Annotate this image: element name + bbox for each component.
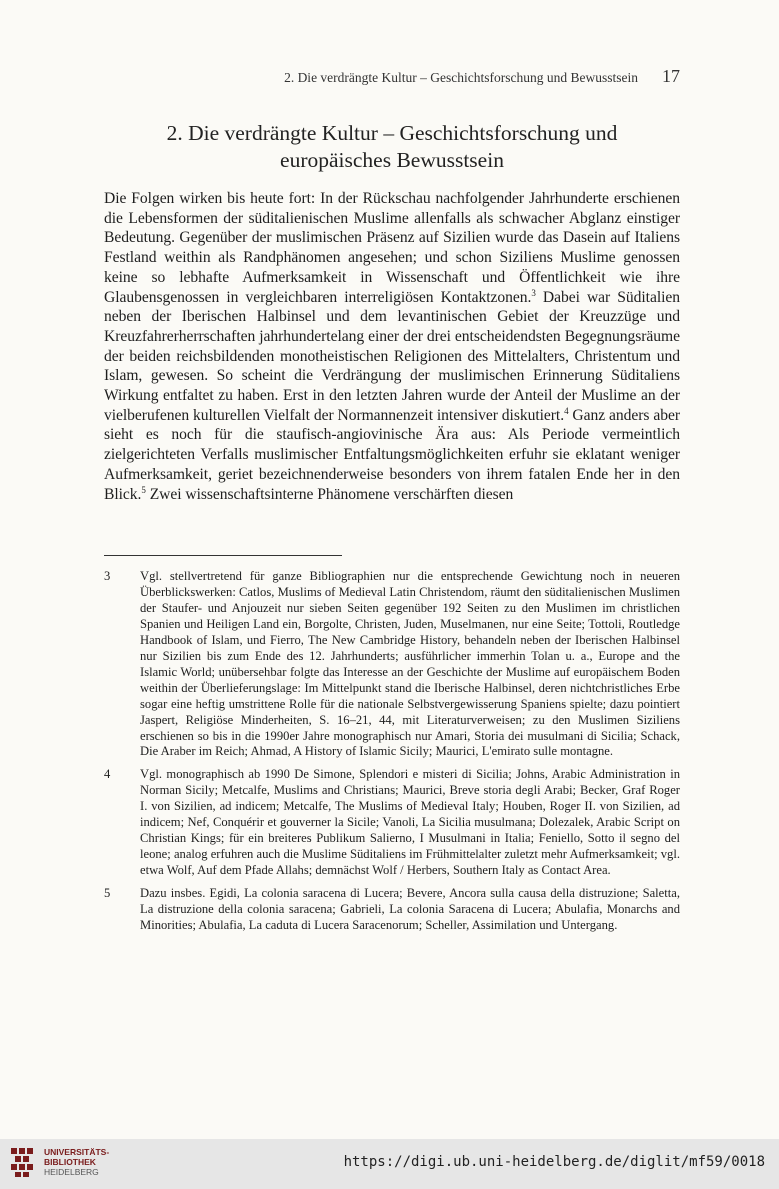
footnote-separator [104,555,342,556]
library-name-line-3: HEIDELBERG [44,1167,99,1177]
library-seal-icon [10,1146,40,1178]
footnote-5 [104,886,680,934]
body-text-segment-3: Ganz anders aber sieht es noch für die staufisch-angiovinische Ära aus: Als Periode vermeintlich zielgerichteten Verfalls muslimischer Entfaltungsmöglichkeiten erfuhr sie eklatant weniger Aufmerksamkeit, geriet bezeichnenderweise besonders von ihrem fatalen Ende her in den Blick. [104,406,680,503]
library-name [44,1147,109,1177]
footnote-text: Vgl. monographisch ab 1990 De Simone, Splendori e misteri di Sicilia; Johns, Arabic Administration in Norman Sicily; Metcalfe, Muslims and Christians; Maurici, Breve storia degli Arabi; Becker, Graf Roger I. von Sizilien, ad indicem; Metcalfe, The Muslims of Medieval Italy; Houben, Roger II. von Sizilien, ad indicem; Nef, Conquérir et gouverner la Sicile; Vanoli, La Sicilia musulmana; Dolezalek, Arabic Script on Christian Kings; für ein breiteres Publikum Salierno, I Musulmani in Italia; Feniello, Sotto il segno del leone; analog erfuhren auch die Muslime Süditaliens im Frühmittelalter zuletzt mehr Aufmerksamkeit; vgl. etwa Wolf, Auf dem Pfade Allahs; demnächst Wolf / Herbers, Southern Italy as Contact Area. [140,767,680,878]
page-number: 17 [662,66,680,86]
footnote-text: Vgl. stellvertretend für ganze Bibliographien nur die entsprechende Gewichtung noch in neueren Überblickswerken: Catlos, Muslims of Medieval Latin Christendom, räumt den süditalienischen Muslimen der Staufer- und Anjouzeit nur sieben Seiten gegenüber 192 Seiten zu den Muslimen im christlichen Spanien und Heiligen Land ein, Borgolte, Christen, Juden, Muselmanen, nur eine Seite; Tottoli, Routledge Handbook of Islam, und Fierro, The New Cambridge History, behandeln neben der Iberischen Halbinsel nur Sizilien bis zum Ende des 12. Jahrhunderts; ausführlicher immerhin Tolan u. a., Europe and the Islamic World; unübersehbar folgte das Interesse an der Geschichte der Muslime auf europäischem Boden weithin der Überlieferungslage: Im Mittelpunkt stand die Iberische Halbinsel, deren nichtchristliches Erbe sogar eine heftig umstrittene Rolle für die nationale Selbstvergewisserung Spaniens spielte; dazu pointiert Jaspert, Religiöse Minderheiten, S. 16–21, 44, mit Literaturverweisen; zu den Muslimen Siziliens erschienen so bis in die 1990er Jahre monographisch nur Amari, Storia dei musulmani di Sicilia; Schack, Die Araber im Reich; Ahmad, A History of Islamic Sicily; Maurici, L'emirato sulle montagne. [140,569,680,759]
body-text-segment-4: Zwei wissenschaftsinterne Phänomene verschärften diesen [145,485,514,503]
footnote-ref-4[interactable]: 4 [564,405,569,416]
library-footer [0,1139,779,1189]
footnote-number: 3 [104,569,111,583]
body-text-segment-1: Die Folgen wirken bis heute fort: In der Rückschau nachfolgender Jahrhunderte erschienen die Lebensformen der süditalienischen Muslime allenfalls als schwacher Abglanz einstiger Bedeutung. Gegenüber der muslimischen Präsenz auf Sizilien wurde das Dasein auf Italiens Festland weithin als Randphänomen angesehen; und schon Siziliens Muslime genossen keine so lebhafte Aufmerksamkeit in Wissenschaft und Öffentlichkeit wie ihre Glaubensgenossen in vergleichbaren interreligiösen Kontaktzonen. [104,190,680,306]
chapter-title-line-1: 2. Die verdrängte Kultur – Geschichtsforschung und [166,121,618,145]
footnote-4 [104,767,680,879]
library-name-line-1: UNIVERSITÄTS- [44,1147,110,1157]
permalink-url[interactable]: https://digi.ub.uni-heidelberg.de/diglit/mf59/0018 [343,1154,765,1170]
footnote-3 [104,569,680,760]
footnote-text: Dazu insbes. Egidi, La colonia saracena di Lucera; Bevere, Ancora sulla causa della distruzione; Saletta, La distruzione della colonia saracena; Gabrieli, La colonia Saracena di Lucera; Abulafia, Monarchs and Minorities; Abulafia, La caduta di Lucera Saracenorum; Scheller, Assimilation und Untergang. [140,886,680,933]
library-logo[interactable] [10,1146,109,1178]
library-name-line-2: BIBLIOTHEK [44,1157,96,1167]
chapter-title [104,120,680,174]
running-head [104,66,680,87]
footnote-ref-5[interactable]: 5 [141,484,146,495]
body-text-segment-2: Dabei war Süditalien neben der Iberischen Halbinsel und dem levantinischen Gebiet der Kreuzzüge und Kreuzfahrerherrschaften jahrhundertelang einer der drei entscheidendsten Begegnungsräume der beiden reichsbildenden monotheistischen Religionen des Mittelalters, Christentum und Islam, gewesen. So scheint die Verdrängung der muslimischen Erinnerung Süditaliens Wirkung entfaltet zu haben. Erst in den letzten Jahren wurde der Anteil der Muslime an der vielberufenen kulturellen Vielfalt der Normannenzeit intensiver diskutiert. [104,288,680,424]
footnote-ref-3[interactable]: 3 [531,287,536,298]
footnote-number: 5 [104,886,111,901]
footnote-number: 4 [104,767,111,782]
footnotes [104,569,680,941]
body-paragraph [104,189,680,504]
running-head-title: 2. Die verdrängte Kultur – Geschichtsforschung und Bewusstsein [284,70,638,85]
chapter-title-line-2: europäisches Bewusstsein [280,148,504,172]
